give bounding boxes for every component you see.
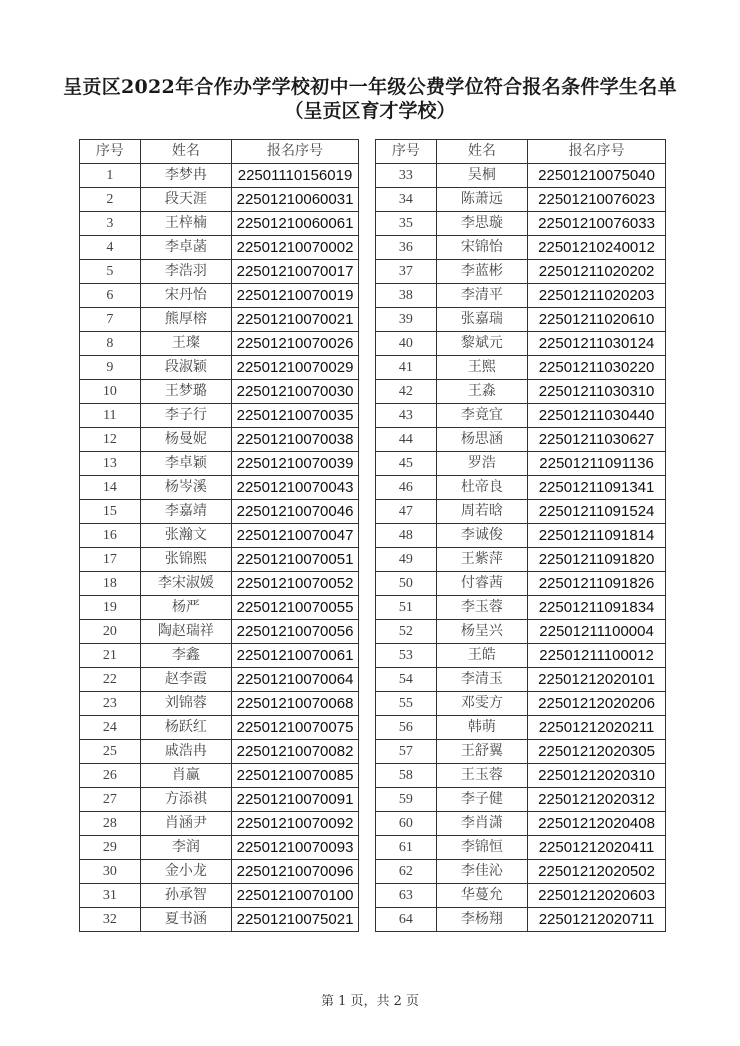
reg-no-cell: 22501212020603 bbox=[528, 884, 666, 908]
seq-cell: 32 bbox=[80, 908, 141, 932]
table-row bbox=[376, 212, 666, 236]
table-row bbox=[376, 500, 666, 524]
seq-cell: 59 bbox=[376, 788, 437, 812]
header-reg-no: 报名序号 bbox=[528, 140, 666, 164]
document-subtitle: （呈贡区育才学校） bbox=[284, 100, 456, 122]
name-cell: 李清平 bbox=[436, 284, 527, 308]
page-footer: 第 1 页，共 2 页 bbox=[320, 994, 420, 1009]
name-cell: 段淑颖 bbox=[140, 356, 231, 380]
reg-no-cell: 22501210240012 bbox=[528, 236, 666, 260]
seq-cell: 53 bbox=[376, 644, 437, 668]
name-cell: 吴桐 bbox=[436, 164, 527, 188]
reg-no-cell: 22501210070002 bbox=[232, 236, 359, 260]
seq-cell: 37 bbox=[376, 260, 437, 284]
table-row bbox=[80, 692, 359, 716]
table-row bbox=[80, 644, 359, 668]
table-row bbox=[376, 836, 666, 860]
name-cell: 戚浩冉 bbox=[140, 740, 231, 764]
reg-no-cell: 22501211030627 bbox=[528, 428, 666, 452]
reg-no-cell: 22501211020202 bbox=[528, 260, 666, 284]
header-seq: 序号 bbox=[80, 140, 141, 164]
name-cell: 李杨翔 bbox=[436, 908, 527, 932]
name-cell: 王玉蓉 bbox=[436, 764, 527, 788]
header-reg-no: 报名序号 bbox=[232, 140, 359, 164]
name-cell: 宋丹怡 bbox=[140, 284, 231, 308]
table-row bbox=[80, 188, 359, 212]
table-row bbox=[376, 716, 666, 740]
reg-no-cell: 22501211091814 bbox=[528, 524, 666, 548]
name-cell: 罗浩 bbox=[436, 452, 527, 476]
table-row bbox=[376, 524, 666, 548]
name-cell: 李子健 bbox=[436, 788, 527, 812]
seq-cell: 58 bbox=[376, 764, 437, 788]
seq-cell: 63 bbox=[376, 884, 437, 908]
name-cell: 李鑫 bbox=[140, 644, 231, 668]
reg-no-cell: 22501210070021 bbox=[232, 308, 359, 332]
table-row bbox=[80, 236, 359, 260]
reg-no-cell: 22501211100012 bbox=[528, 644, 666, 668]
seq-cell: 43 bbox=[376, 404, 437, 428]
reg-no-cell: 22501210070047 bbox=[232, 524, 359, 548]
table-row bbox=[376, 188, 666, 212]
reg-no-cell: 22501210070055 bbox=[232, 596, 359, 620]
seq-cell: 35 bbox=[376, 212, 437, 236]
name-cell: 杨曼妮 bbox=[140, 428, 231, 452]
reg-no-cell: 22501212020305 bbox=[528, 740, 666, 764]
name-cell: 孙承智 bbox=[140, 884, 231, 908]
reg-no-cell: 22501210070043 bbox=[232, 476, 359, 500]
table-row bbox=[80, 764, 359, 788]
table-row bbox=[376, 452, 666, 476]
table-row bbox=[376, 764, 666, 788]
table-row bbox=[80, 548, 359, 572]
name-cell: 王紫萍 bbox=[436, 548, 527, 572]
seq-cell: 36 bbox=[376, 236, 437, 260]
student-table-right bbox=[375, 139, 666, 932]
seq-cell: 47 bbox=[376, 500, 437, 524]
document-title: 呈贡区2022年合作办学学校初中一年级公费学位符合报名条件学生名单 bbox=[63, 76, 677, 98]
reg-no-cell: 22501210070017 bbox=[232, 260, 359, 284]
seq-cell: 40 bbox=[376, 332, 437, 356]
reg-no-cell: 22501211091820 bbox=[528, 548, 666, 572]
table-header bbox=[80, 140, 359, 164]
reg-no-cell: 22501212020711 bbox=[528, 908, 666, 932]
seq-cell: 57 bbox=[376, 740, 437, 764]
reg-no-cell: 22501210070096 bbox=[232, 860, 359, 884]
reg-no-cell: 22501211091826 bbox=[528, 572, 666, 596]
seq-cell: 55 bbox=[376, 692, 437, 716]
table-row bbox=[80, 668, 359, 692]
reg-no-cell: 22501210070051 bbox=[232, 548, 359, 572]
seq-cell: 12 bbox=[80, 428, 141, 452]
reg-no-cell: 22501212020211 bbox=[528, 716, 666, 740]
table-row bbox=[80, 524, 359, 548]
name-cell: 李佳沁 bbox=[436, 860, 527, 884]
seq-cell: 19 bbox=[80, 596, 141, 620]
header-name: 姓名 bbox=[140, 140, 231, 164]
reg-no-cell: 22501211091834 bbox=[528, 596, 666, 620]
table-row bbox=[376, 284, 666, 308]
seq-cell: 15 bbox=[80, 500, 141, 524]
table-row bbox=[376, 692, 666, 716]
reg-no-cell: 22501211020203 bbox=[528, 284, 666, 308]
seq-cell: 27 bbox=[80, 788, 141, 812]
table-row bbox=[80, 620, 359, 644]
table-row bbox=[80, 284, 359, 308]
table-row bbox=[376, 596, 666, 620]
header-seq: 序号 bbox=[376, 140, 437, 164]
reg-no-cell: 22501210075021 bbox=[232, 908, 359, 932]
reg-no-cell: 22501210076033 bbox=[528, 212, 666, 236]
table-row bbox=[376, 620, 666, 644]
name-cell: 杨岑溪 bbox=[140, 476, 231, 500]
name-cell: 李思璇 bbox=[436, 212, 527, 236]
seq-cell: 8 bbox=[80, 332, 141, 356]
name-cell: 肖涵尹 bbox=[140, 812, 231, 836]
name-cell: 王璨 bbox=[140, 332, 231, 356]
table-row bbox=[80, 212, 359, 236]
table-row bbox=[376, 548, 666, 572]
reg-no-cell: 22501212020206 bbox=[528, 692, 666, 716]
table-row bbox=[376, 572, 666, 596]
reg-no-cell: 22501211020610 bbox=[528, 308, 666, 332]
name-cell: 王淼 bbox=[436, 380, 527, 404]
table-row bbox=[80, 596, 359, 620]
name-cell: 李卓菡 bbox=[140, 236, 231, 260]
reg-no-cell: 22501210070039 bbox=[232, 452, 359, 476]
name-cell: 肖赢 bbox=[140, 764, 231, 788]
table-row bbox=[376, 476, 666, 500]
seq-cell: 51 bbox=[376, 596, 437, 620]
reg-no-cell: 22501210070092 bbox=[232, 812, 359, 836]
name-cell: 付睿茜 bbox=[436, 572, 527, 596]
reg-no-cell: 22501210070091 bbox=[232, 788, 359, 812]
name-cell: 李宋淑媛 bbox=[140, 572, 231, 596]
reg-no-cell: 22501210075040 bbox=[528, 164, 666, 188]
seq-cell: 54 bbox=[376, 668, 437, 692]
reg-no-cell: 22501210070061 bbox=[232, 644, 359, 668]
seq-cell: 4 bbox=[80, 236, 141, 260]
table-header bbox=[376, 140, 666, 164]
seq-cell: 30 bbox=[80, 860, 141, 884]
name-cell: 李玉蓉 bbox=[436, 596, 527, 620]
table-row bbox=[80, 716, 359, 740]
seq-cell: 42 bbox=[376, 380, 437, 404]
seq-cell: 56 bbox=[376, 716, 437, 740]
reg-no-cell: 22501210070056 bbox=[232, 620, 359, 644]
seq-cell: 34 bbox=[376, 188, 437, 212]
table-row bbox=[376, 236, 666, 260]
reg-no-cell: 22501210070038 bbox=[232, 428, 359, 452]
table-row bbox=[376, 668, 666, 692]
reg-no-cell: 22501210070029 bbox=[232, 356, 359, 380]
table-row bbox=[80, 308, 359, 332]
name-cell: 王梓楠 bbox=[140, 212, 231, 236]
seq-cell: 52 bbox=[376, 620, 437, 644]
table-row bbox=[80, 260, 359, 284]
table-row bbox=[80, 788, 359, 812]
table-row bbox=[376, 164, 666, 188]
seq-cell: 39 bbox=[376, 308, 437, 332]
table-row bbox=[80, 476, 359, 500]
table-row bbox=[376, 812, 666, 836]
table-row bbox=[80, 500, 359, 524]
reg-no-cell: 22501110156019 bbox=[232, 164, 359, 188]
name-cell: 陈萧远 bbox=[436, 188, 527, 212]
name-cell: 张嘉瑞 bbox=[436, 308, 527, 332]
name-cell: 刘锦蓉 bbox=[140, 692, 231, 716]
name-cell: 李竟宜 bbox=[436, 404, 527, 428]
seq-cell: 48 bbox=[376, 524, 437, 548]
seq-cell: 64 bbox=[376, 908, 437, 932]
seq-cell: 31 bbox=[80, 884, 141, 908]
seq-cell: 45 bbox=[376, 452, 437, 476]
seq-cell: 50 bbox=[376, 572, 437, 596]
reg-no-cell: 22501211091136 bbox=[528, 452, 666, 476]
seq-cell: 5 bbox=[80, 260, 141, 284]
name-cell: 华蔓允 bbox=[436, 884, 527, 908]
reg-no-cell: 22501210070019 bbox=[232, 284, 359, 308]
name-cell: 李嘉靖 bbox=[140, 500, 231, 524]
seq-cell: 21 bbox=[80, 644, 141, 668]
table-row bbox=[80, 356, 359, 380]
table-row bbox=[80, 452, 359, 476]
seq-cell: 11 bbox=[80, 404, 141, 428]
table-row bbox=[376, 260, 666, 284]
reg-no-cell: 22501210070052 bbox=[232, 572, 359, 596]
table-row bbox=[80, 572, 359, 596]
seq-cell: 25 bbox=[80, 740, 141, 764]
name-cell: 段天涯 bbox=[140, 188, 231, 212]
seq-cell: 41 bbox=[376, 356, 437, 380]
seq-cell: 18 bbox=[80, 572, 141, 596]
table-row bbox=[376, 860, 666, 884]
table-row bbox=[376, 788, 666, 812]
name-cell: 王熙 bbox=[436, 356, 527, 380]
name-cell: 黎斌元 bbox=[436, 332, 527, 356]
name-cell: 周若晗 bbox=[436, 500, 527, 524]
table-row bbox=[80, 884, 359, 908]
seq-cell: 2 bbox=[80, 188, 141, 212]
seq-cell: 14 bbox=[80, 476, 141, 500]
seq-cell: 46 bbox=[376, 476, 437, 500]
name-cell: 李子行 bbox=[140, 404, 231, 428]
table-row bbox=[80, 380, 359, 404]
table-row bbox=[376, 380, 666, 404]
seq-cell: 62 bbox=[376, 860, 437, 884]
table-row bbox=[376, 356, 666, 380]
name-cell: 韩萌 bbox=[436, 716, 527, 740]
table-row bbox=[376, 644, 666, 668]
seq-cell: 1 bbox=[80, 164, 141, 188]
name-cell: 张锦熙 bbox=[140, 548, 231, 572]
reg-no-cell: 22501210070093 bbox=[232, 836, 359, 860]
seq-cell: 24 bbox=[80, 716, 141, 740]
name-cell: 杨跃红 bbox=[140, 716, 231, 740]
reg-no-cell: 22501210070026 bbox=[232, 332, 359, 356]
table-row bbox=[80, 332, 359, 356]
student-table-left bbox=[79, 139, 359, 932]
seq-cell: 60 bbox=[376, 812, 437, 836]
name-cell: 夏书涵 bbox=[140, 908, 231, 932]
name-cell: 李蓝彬 bbox=[436, 260, 527, 284]
table-row bbox=[80, 740, 359, 764]
reg-no-cell: 22501211091524 bbox=[528, 500, 666, 524]
seq-cell: 9 bbox=[80, 356, 141, 380]
table-row bbox=[80, 404, 359, 428]
seq-cell: 20 bbox=[80, 620, 141, 644]
name-cell: 王皓 bbox=[436, 644, 527, 668]
seq-cell: 44 bbox=[376, 428, 437, 452]
reg-no-cell: 22501211100004 bbox=[528, 620, 666, 644]
reg-no-cell: 22501210070085 bbox=[232, 764, 359, 788]
name-cell: 邓雯方 bbox=[436, 692, 527, 716]
reg-no-cell: 22501212020502 bbox=[528, 860, 666, 884]
reg-no-cell: 22501212020310 bbox=[528, 764, 666, 788]
reg-no-cell: 22501212020312 bbox=[528, 788, 666, 812]
seq-cell: 23 bbox=[80, 692, 141, 716]
reg-no-cell: 22501210070030 bbox=[232, 380, 359, 404]
name-cell: 李锦恒 bbox=[436, 836, 527, 860]
seq-cell: 22 bbox=[80, 668, 141, 692]
reg-no-cell: 22501210070046 bbox=[232, 500, 359, 524]
table-row bbox=[376, 428, 666, 452]
table-row bbox=[80, 428, 359, 452]
seq-cell: 17 bbox=[80, 548, 141, 572]
name-cell: 李卓颖 bbox=[140, 452, 231, 476]
seq-cell: 16 bbox=[80, 524, 141, 548]
reg-no-cell: 22501212020411 bbox=[528, 836, 666, 860]
name-cell: 陶赵瑞祥 bbox=[140, 620, 231, 644]
reg-no-cell: 22501210070082 bbox=[232, 740, 359, 764]
name-cell: 熊厚榕 bbox=[140, 308, 231, 332]
name-cell: 杜帝良 bbox=[436, 476, 527, 500]
table-row bbox=[376, 308, 666, 332]
table-row bbox=[376, 404, 666, 428]
reg-no-cell: 22501210070075 bbox=[232, 716, 359, 740]
name-cell: 李肖潇 bbox=[436, 812, 527, 836]
name-cell: 宋锦怡 bbox=[436, 236, 527, 260]
name-cell: 赵李霞 bbox=[140, 668, 231, 692]
name-cell: 杨思涵 bbox=[436, 428, 527, 452]
table-row bbox=[80, 164, 359, 188]
seq-cell: 3 bbox=[80, 212, 141, 236]
reg-no-cell: 22501211030220 bbox=[528, 356, 666, 380]
reg-no-cell: 22501210070068 bbox=[232, 692, 359, 716]
header-name: 姓名 bbox=[436, 140, 527, 164]
name-cell: 金小龙 bbox=[140, 860, 231, 884]
name-cell: 李诚俊 bbox=[436, 524, 527, 548]
table-row bbox=[376, 740, 666, 764]
reg-no-cell: 22501212020408 bbox=[528, 812, 666, 836]
name-cell: 李浩羽 bbox=[140, 260, 231, 284]
name-cell: 李润 bbox=[140, 836, 231, 860]
name-cell: 杨严 bbox=[140, 596, 231, 620]
reg-no-cell: 22501212020101 bbox=[528, 668, 666, 692]
table-row bbox=[376, 332, 666, 356]
reg-no-cell: 22501210070100 bbox=[232, 884, 359, 908]
name-cell: 李清玉 bbox=[436, 668, 527, 692]
reg-no-cell: 22501211030124 bbox=[528, 332, 666, 356]
table-row bbox=[376, 908, 666, 932]
reg-no-cell: 22501211030310 bbox=[528, 380, 666, 404]
seq-cell: 13 bbox=[80, 452, 141, 476]
table-row bbox=[80, 860, 359, 884]
seq-cell: 33 bbox=[376, 164, 437, 188]
seq-cell: 26 bbox=[80, 764, 141, 788]
seq-cell: 61 bbox=[376, 836, 437, 860]
table-row bbox=[80, 812, 359, 836]
seq-cell: 29 bbox=[80, 836, 141, 860]
name-cell: 李梦冉 bbox=[140, 164, 231, 188]
seq-cell: 7 bbox=[80, 308, 141, 332]
reg-no-cell: 22501210070035 bbox=[232, 404, 359, 428]
seq-cell: 10 bbox=[80, 380, 141, 404]
seq-cell: 38 bbox=[376, 284, 437, 308]
seq-cell: 28 bbox=[80, 812, 141, 836]
reg-no-cell: 22501211030440 bbox=[528, 404, 666, 428]
seq-cell: 6 bbox=[80, 284, 141, 308]
name-cell: 王舒翼 bbox=[436, 740, 527, 764]
reg-no-cell: 22501210060061 bbox=[232, 212, 359, 236]
seq-cell: 49 bbox=[376, 548, 437, 572]
reg-no-cell: 22501210076023 bbox=[528, 188, 666, 212]
name-cell: 方添祺 bbox=[140, 788, 231, 812]
table-row bbox=[376, 884, 666, 908]
reg-no-cell: 22501211091341 bbox=[528, 476, 666, 500]
table-row bbox=[80, 836, 359, 860]
name-cell: 张瀚文 bbox=[140, 524, 231, 548]
reg-no-cell: 22501210070064 bbox=[232, 668, 359, 692]
reg-no-cell: 22501210060031 bbox=[232, 188, 359, 212]
table-row bbox=[80, 908, 359, 932]
name-cell: 杨呈兴 bbox=[436, 620, 527, 644]
name-cell: 王梦璐 bbox=[140, 380, 231, 404]
